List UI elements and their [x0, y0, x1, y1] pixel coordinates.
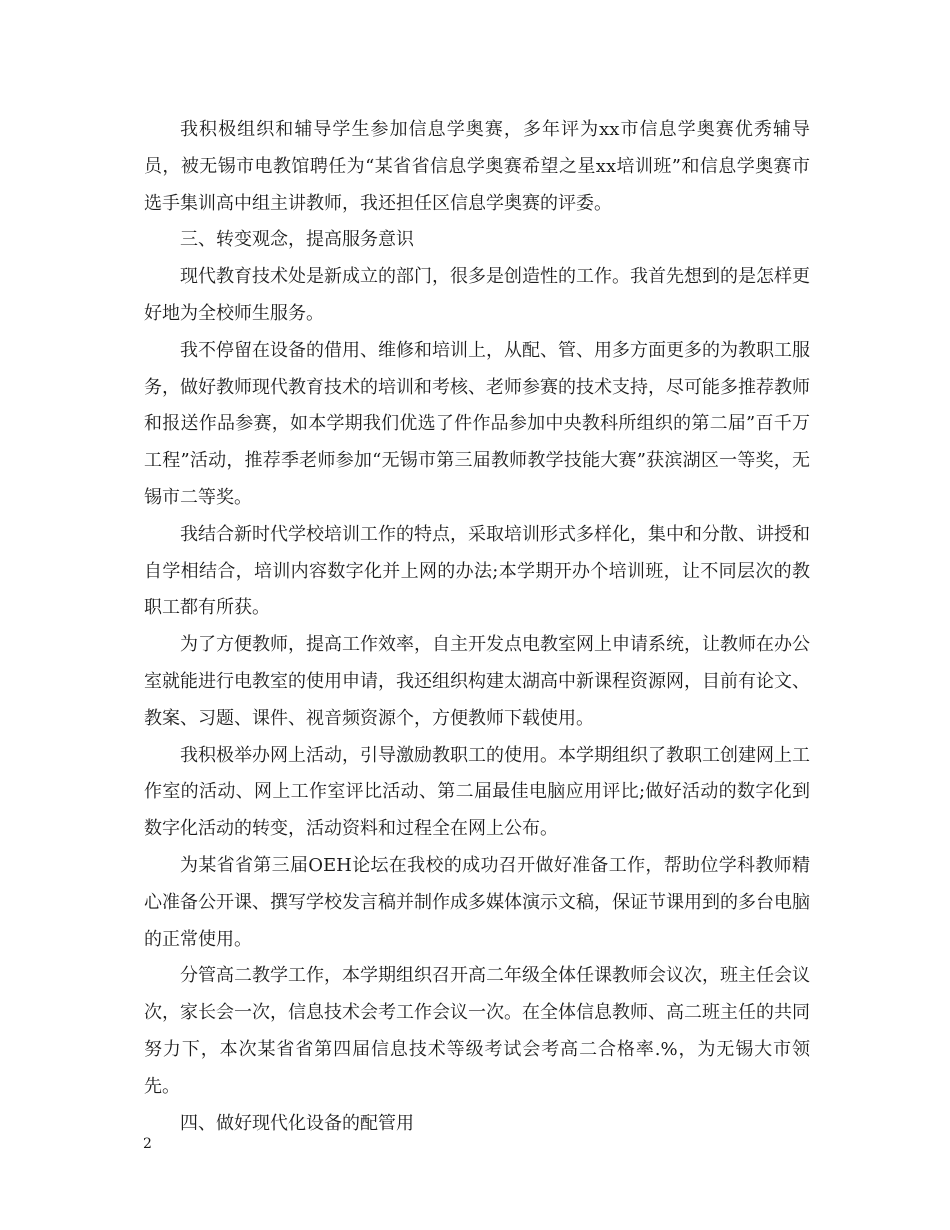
section-heading-three: 三、转变观念，提高服务意识 [180, 229, 414, 251]
paragraph-staff-service: 我不停留在设备的借用、维修和培训上，从配、管、用多方面更多的为教职工服务，做好教师现代教育技术的培训和考核、老师参赛的技术支持，尽可能多推荐教师和报送作品参赛，如本学期我们优选了件作品参加中央教科所组织的第二届”百千万工程”活动，推荐季老师参加“无锡市第三届教师教学技能大赛”获滨湖区一等奖，无锡市二等奖。 [144, 339, 810, 508]
paragraph-oeh-forum: 为某省省第三届OEH论坛在我校的成功召开做好准备工作，帮助位学科教师精心准备公开课、撰写学校发言稿并制作成多媒体演示文稿，保证节课用到的多台电脑的正常使用。 [144, 854, 810, 950]
page-number: 2 [143, 1136, 152, 1152]
paragraph-online-system: 为了方便教师，提高工作效率，自主开发点电教室网上申请系统，让教师在办公室就能进行电教室的使用申请，我还组织构建太湖高中新课程资源网，目前有论文、教案、习题、课件、视音频资源个，方便教师下载使用。 [144, 634, 810, 729]
paragraph-training: 我结合新时代学校培训工作的特点，采取培训形式多样化，集中和分散、讲授和自学相结合，培训内容数字化并上网的办法;本学期开办个培训班，让不同层次的教职工都有所获。 [144, 523, 810, 619]
paragraph-new-department: 现代教育技术处是新成立的部门，很多是创造性的工作。我首先想到的是怎样更好地为全校师生服务。 [144, 266, 810, 324]
section-heading-four: 四、做好现代化设备的配管用 [180, 1112, 414, 1134]
paragraph-online-activities: 我积极举办网上活动，引导激励教职工的使用。本学期组织了教职工创建网上工作室的活动、网上工作室评比活动、第二届最佳电脑应用评比;做好活动的数字化到数字化活动的转变，活动资料和过程全在网上公布。 [144, 744, 810, 840]
document-body [144, 112, 810, 1142]
paragraph-grade-two-teaching: 分管高二教学工作，本学期组织召开高二年级全体任课教师会议次，班主任会议次，家长会一次，信息技术会考工作会议一次。在全体信息教师、高二班主任的共同努力下，本次某省省第四届信息技术等级考试会考高二合格率.%，为无锡大市领先。 [144, 965, 810, 1097]
paragraph-olympiad-tutoring: 我积极组织和辅导学生参加信息学奥赛，多年评为xx市信息学奥赛优秀辅导员，被无锡市电教馆聘任为“某省省信息学奥赛希望之星xx培训班”和信息学奥赛市选手集训高中组主讲教师，我还担任区信息学奥赛的评委。 [144, 119, 810, 214]
